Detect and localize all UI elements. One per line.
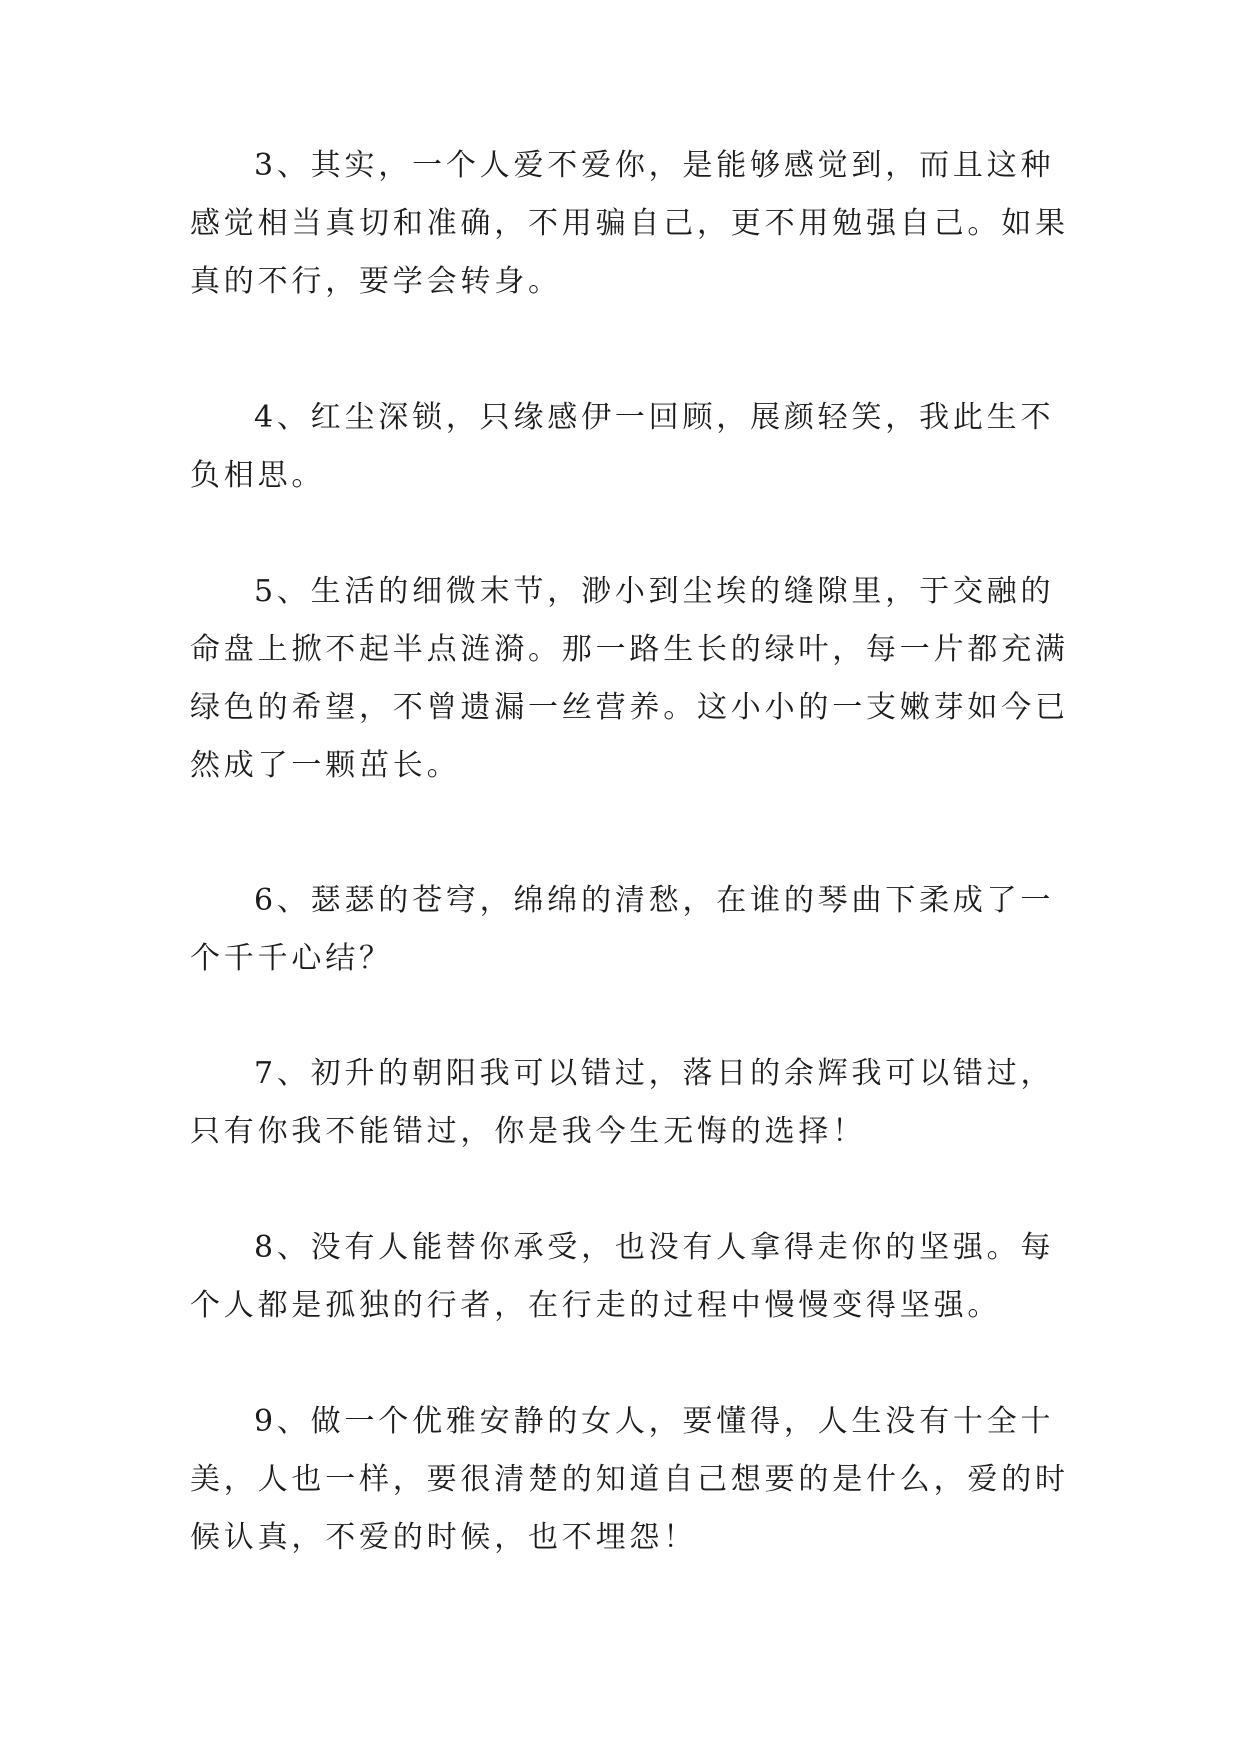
paragraph-line: 候认真，不爱的时候，也不埋怨！ [190,1520,697,1555]
paragraph-line: 9、做一个优雅安静的女人，要懂得，人生没有十全十 [254,1404,1055,1439]
paragraph-line: 个千千心结？ [190,941,393,976]
paragraph-line: 然成了一颗茁长。 [190,748,461,783]
paragraph-4 [190,389,1058,505]
paragraph-line: 3、其实，一个人爱不爱你，是能够感觉到，而且这种 [254,148,1055,183]
paragraph-line: 7、初升的朝阳我可以错过，落日的余辉我可以错过， [254,1056,1055,1091]
paragraph-line: 6、瑟瑟的苍穹，绵绵的清愁，在谁的琴曲下柔成了一 [254,883,1055,918]
paragraph-line: 真的不行，要学会转身。 [190,264,562,299]
paragraph-line: 8、没有人能替你承受，也没有人拿得走你的坚强。每 [254,1230,1055,1265]
paragraph-line: 个人都是孤独的行者，在行走的过程中慢慢变得坚强。 [190,1288,1002,1323]
paragraph-6 [190,872,1058,988]
paragraph-line: 命盘上掀不起半点涟漪。那一路生长的绿叶，每一片都充满 [190,632,1069,667]
paragraph-9 [190,1393,1069,1567]
paragraph-line: 美，人也一样，要很清楚的知道自己想要的是什么，爱的时 [190,1462,1069,1497]
paragraph-line: 感觉相当真切和准确，不用骗自己，更不用勉强自己。如果 [190,206,1069,241]
paragraph-7 [190,1045,1058,1161]
paragraph-line: 负相思。 [190,458,326,493]
paragraph-8 [190,1219,1058,1335]
paragraph-line: 只有你我不能错过，你是我今生无悔的选择！ [190,1114,866,1149]
paragraph-line: 4、红尘深锁，只缘感伊一回顾，展颜轻笑，我此生不 [254,400,1055,435]
paragraph-5 [190,563,1069,795]
paragraph-3 [190,137,1069,311]
paragraph-line: 绿色的希望，不曾遗漏一丝营养。这小小的一支嫩芽如今已 [190,690,1069,725]
paragraph-line: 5、生活的细微末节，渺小到尘埃的缝隙里，于交融的 [254,574,1055,609]
